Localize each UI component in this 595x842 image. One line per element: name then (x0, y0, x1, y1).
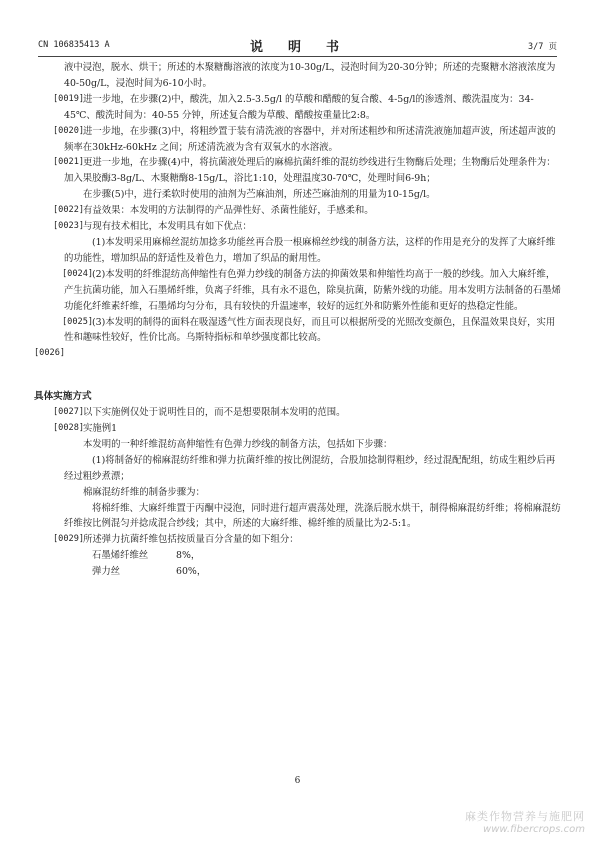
paragraph-0025: [0025] (3)本发明的制得的面料在吸湿透气性方面表现良好，而且可以根据所受的光照改变颜色，且保温效果良好，实用性和趣味性较好，性价比高。乌斯特指标和单纱强度都比较高。 (64, 315, 564, 347)
paragraph-0028: [0028] 实施例1 (64, 421, 564, 437)
paragraph-number: [0027] (53, 407, 85, 418)
header-rule (38, 56, 557, 57)
paragraph-number: [0020] (53, 125, 85, 136)
paragraph-number: [0022] (53, 205, 85, 216)
paragraph-0028-intro: 本发明的一种纤维混纺高伸缩性有色弹力纱线的制备方法，包括如下步骤： (83, 438, 393, 450)
watermark-title: 麻类作物营养与施肥网 (465, 810, 585, 823)
section-heading: 具体实施方式 (34, 391, 92, 403)
document-body (34, 60, 564, 580)
watermark (465, 808, 585, 835)
paragraph-0028-prep: 棉麻混纺纤维的制备步骤为： (83, 486, 205, 498)
paragraph-number: [0023] (53, 221, 85, 232)
paragraph-0028-step1: (1)将制备好的棉麻混纺纤维和弹力抗菌纤维的按比例混纺，合股加捻制得粗纱，经过混配配组，纺成生粗纱后再经过粗纱煮漂； (64, 454, 556, 482)
patent-number: CN 106835413 A (38, 40, 110, 50)
paragraph-0019: [0019] 进一步地，在步骤(2)中，酸洗，加入2.5-3.5g/l 的草酸和醋酸的复合酸、4-5g/l的渗透剂、酸洗温度为：34-45℃、酸洗时间为：40-55 分钟，所述复合酸为草酸、醋酸按重量比2:8。 (64, 92, 564, 124)
paragraph-number: [0029] (53, 534, 85, 545)
page-indicator: 3/7 页 (528, 42, 557, 52)
paragraph-0024: [0024] (2)本发明的纤维混纺高伸缩性有色弹力纱线的制备方法的抑菌效果和伸缩性均高于一般的纱线。加入大麻纤维，产生抗菌功能，加入石墨烯纤维，负离子纤维，具有永不退色，除臭抗菌，防紫外线的功能。用本发明方法制备的石墨烯功能化纤维素纤维，石墨烯均匀分布，具有较快的升温速率，较好的远红外和防紫外性能和更好的热稳定性能。 (64, 267, 564, 315)
component-value: 8%， (176, 550, 201, 562)
paragraph-number: [0028] (53, 423, 85, 434)
paragraph-0020: [0020] 进一步地，在步骤(3)中，将粗纱置于装有清洗液的容器中，并对所述粗纱和所述清洗液施加超声波，所述超声波的频率在30kHz-60kHz 之间；所述清洗液为含有双氧水的水溶液。 (64, 124, 564, 156)
component-value: 60%， (176, 566, 207, 578)
paragraph-0021: [0021] 更进一步地，在步骤(4)中，将抗菌液处理后的麻棉抗菌纤维的混纺纱线进行生物酶后处理；生物酶后处理条件为：加入果胶酶3-8g/L、木聚糖酶8-15g/L，浴比1:10，处理温度30-70℃，处理时间6-9h； (64, 155, 564, 187)
page-number: 6 (294, 776, 301, 786)
paragraph-0029: [0029] 所述弹力抗菌纤维包括按质量百分含量的如下组分： (64, 532, 564, 548)
paragraph-number: [0026] (34, 348, 66, 359)
component-row (64, 548, 564, 564)
page-header (38, 36, 557, 55)
paragraph-continued: 液中浸泡，脱水、烘干；所述的木聚糖酶溶液的浓度为10-30g/L，浸泡时间为20-30分钟；所述的壳聚糖水溶液浓度为40-50g/L，浸泡时间为6-10小时。 (64, 62, 556, 89)
component-name: 石墨烯纤维丝 (92, 550, 149, 562)
component-row (64, 564, 564, 580)
paragraph-number: [0019] (53, 93, 85, 104)
document-title: 说 明 书 (249, 40, 345, 55)
paragraph-number: [0021] (53, 157, 85, 168)
paragraph-number: [0025] (62, 316, 94, 327)
paragraph-0026 (34, 346, 564, 362)
paragraph-0021-cont: 在步骤(5)中，进行柔软时使用的油剂为苎麻油剂，所述苎麻油剂的用量为10-15g/l。 (83, 189, 436, 201)
component-name: 弹力丝 (92, 566, 121, 578)
paragraph-0028-prep-detail: 将棉纤维、大麻纤维置于丙酮中浸泡，同时进行超声震荡处理，洗涤后脱水烘干，制得棉麻混纺纤维；将棉麻混纺纤维按比例混匀并捻成混合纱线；其中，所述的大麻纤维、棉纤维的质量比为2-5:1。 (64, 502, 561, 530)
watermark-url: www.fibercrops.com (483, 824, 585, 835)
paragraph-0023: [0023] 与现有技术相比，本发明具有如下优点： (64, 219, 564, 235)
paragraph-0022: [0022] 有益效果：本发明的方法制得的产品弹性好、杀菌性能好，手感柔和。 (64, 203, 564, 219)
paragraph-number: [0024] (62, 268, 94, 279)
paragraph-0027: [0027] 以下实施例仅处于说明性目的，而不是想要限制本发明的范围。 (64, 405, 564, 421)
paragraph-0023-item1: (1)本发明采用麻棉丝混纺加捻多功能丝再合股一根麻棉丝纱线的制备方法，这样的作用是充分的发挥了大麻纤维的功能性，增加织品的舒适性及着色力，增加了织品的耐用性。 (64, 236, 556, 264)
